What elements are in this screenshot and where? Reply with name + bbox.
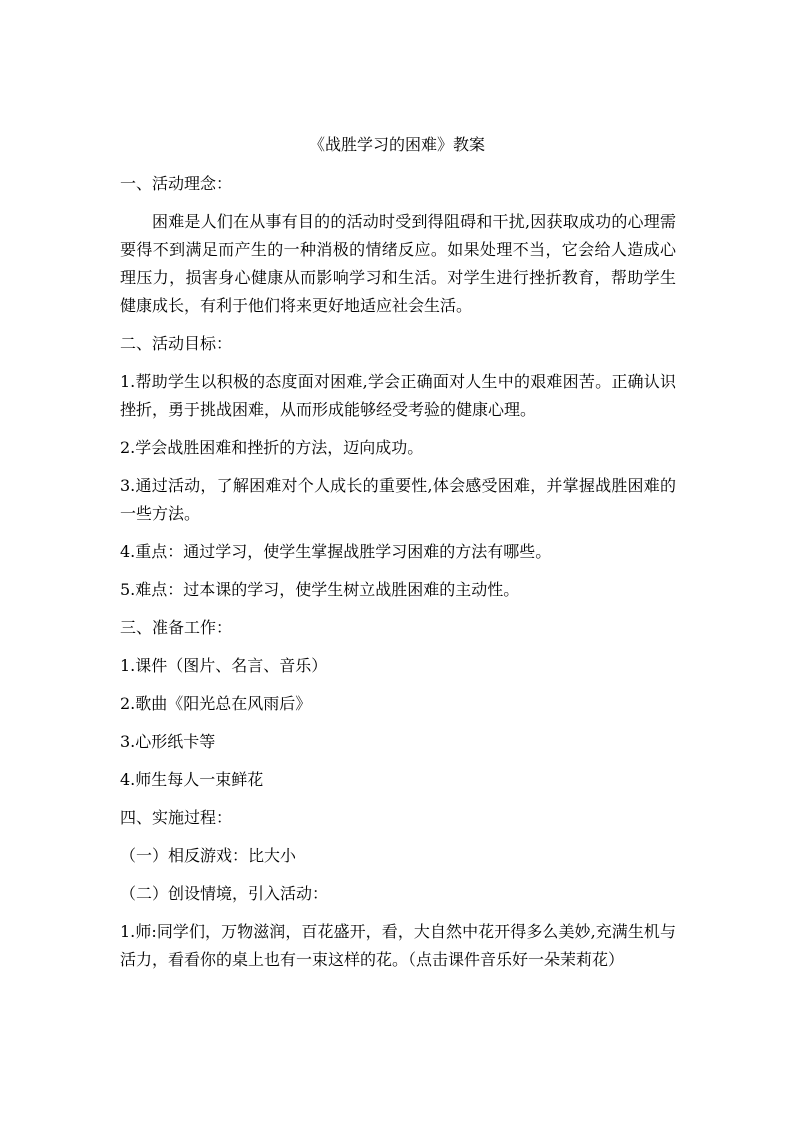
preparation-item-1: 1.课件（图片、名言、音乐） bbox=[120, 656, 328, 675]
paragraph-concept: 困难是人们在从事有目的的活动时受到得阻碍和干扰,因获取成功的心理需要得不到满足而产生的一种消极的情绪反应。如果处理不当，它会给人造成心理压力，损害身心健康从而影响学习和生活。对学生进行挫折教育，帮助学生健康成长，有利于他们将来更好地适应社会生活。 bbox=[120, 212, 676, 315]
goal-item-2: 2.学会战胜困难和挫折的方法，迈向成功。 bbox=[120, 438, 424, 457]
section-heading-concept: 一、活动理念： bbox=[120, 174, 233, 193]
goal-item-4: 4.重点：通过学习，使学生掌握战胜学习困难的方法有哪些。 bbox=[120, 542, 552, 561]
section-heading-preparation: 三、准备工作： bbox=[120, 618, 233, 637]
preparation-item-4: 4.师生每人一束鲜花 bbox=[120, 770, 264, 789]
process-item-1: 1.师:同学们，万物滋润，百花盛开，看，大自然中花开得多么美妙,充满生机与活力，看看你的桌上也有一束这样的花。（点击课件音乐好一朵茉莉花） bbox=[120, 922, 676, 969]
preparation-item-2: 2.歌曲《阳光总在风雨后》 bbox=[120, 694, 312, 713]
document-body bbox=[120, 170, 676, 984]
goal-item-1: 1.帮助学生以积极的态度面对困难,学会正确面对人生中的艰难困苦。正确认识挫折，勇于挑战困难，从而形成能够经受考验的健康心理。 bbox=[120, 372, 676, 419]
goal-item-5: 5.难点：过本课的学习，使学生树立战胜困难的主动性。 bbox=[120, 580, 520, 599]
process-step-2: （二）创设情境，引入活动： bbox=[120, 884, 329, 903]
section-heading-process: 四、实施过程： bbox=[120, 808, 233, 827]
section-heading-goals: 二、活动目标： bbox=[120, 334, 233, 353]
goal-item-3: 3.通过活动，了解困难对个人成长的重要性,体会感受困难，并掌握战胜困难的一些方法。 bbox=[120, 476, 676, 523]
document-title: 《战胜学习的困难》教案 bbox=[308, 135, 485, 154]
process-step-1: （一）相反游戏：比大小 bbox=[120, 846, 297, 865]
preparation-item-3: 3.心形纸卡等 bbox=[120, 732, 216, 751]
